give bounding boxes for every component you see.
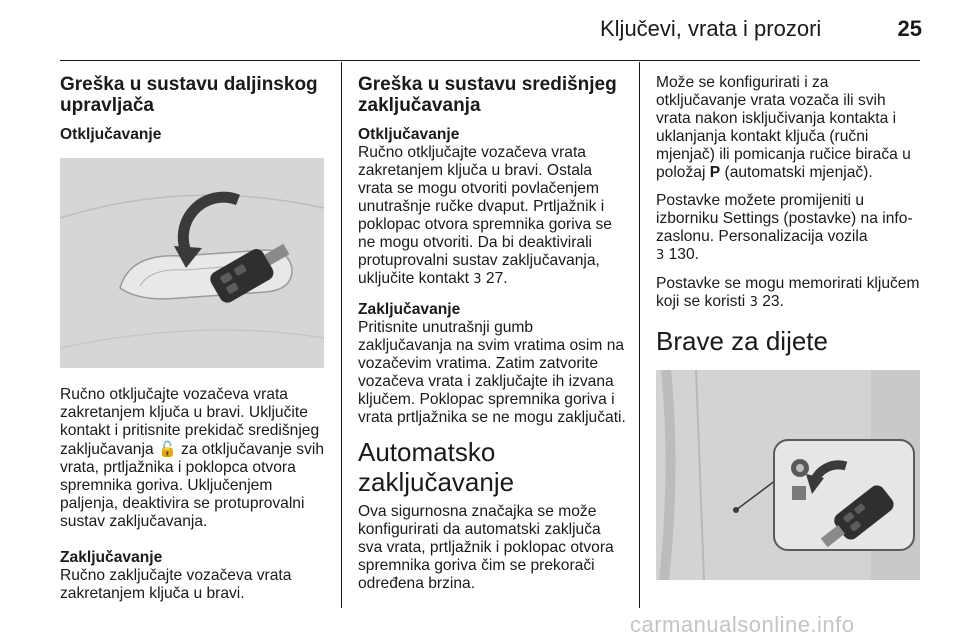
column-divider-1 — [341, 62, 342, 608]
column-1 — [60, 74, 328, 613]
lock-icon: 🔓 — [157, 440, 177, 458]
door-handle-key-illustration — [60, 158, 324, 368]
paragraph-central-lock: Pritisnite unutrašnji gumb zaključavanja na svim vratima osim na vozačevim vratima. Zatim zatvorite vozačeva vrata i zaključajte ih izvana ključem. Poklopac spremnika goriva i vrata prtljažnika se ne mogu zaključati. — [358, 319, 626, 426]
page-reference-number: 27 — [485, 270, 504, 287]
column-3 — [656, 74, 922, 580]
paragraph-settings — [656, 192, 922, 265]
subheading-locking: Zaključavanje — [60, 549, 163, 566]
column-2 — [358, 74, 626, 603]
paragraph-memorize — [656, 275, 922, 312]
paragraph-text: Postavke možete promijeniti u izborniku Settings (postavke) na info-zaslonu. Personalizacija vozila — [656, 192, 913, 245]
child-lock-figure — [656, 370, 920, 580]
page-reference-icon: 3 — [473, 272, 482, 287]
paragraph-configure — [656, 74, 922, 182]
section-heading-auto-lock: Automatsko zaključavanje — [358, 437, 515, 497]
paragraph-auto-lock: Ova sigurnosna značajka se može konfigurirati da automatski zaključa sva vrata, prtljažnik i poklopac otvora spremnika goriva čim se prekorači određena brzina. — [358, 503, 614, 592]
gear-position-p: P — [709, 164, 721, 181]
section-heading-remote-fault: Greška u sustavu daljinskog upravljača — [60, 74, 318, 116]
paragraph-manual-unlock — [60, 386, 328, 531]
subheading-locking-2: Zaključavanje — [358, 301, 461, 318]
paragraph-text-a: Ručno otključajte vozačeva vrata zakretanjem ključa u bravi. Uključite kontakt i pritisnite prekidač središnjeg zaključavanja — [60, 386, 320, 458]
section-heading-child-locks: Brave za dijete — [656, 326, 828, 356]
door-handle-key-figure — [60, 158, 324, 368]
page-reference-icon: 3 — [749, 295, 758, 310]
page-reference-number: 130. — [668, 246, 699, 263]
page-number: 25 — [897, 16, 922, 41]
section-heading-central-lock-fault: Greška u sustavu središnjeg zaključavanja — [358, 74, 617, 116]
paragraph-text-a: Može se konfigurirati i za otključavanje vrata vozača ili svih vrata nakon isključivanja kontakta i uklanjanja kontakt ključa (ručni mjenjač) ili pomicanja ručice birača u položaj — [656, 74, 911, 181]
child-lock-illustration — [656, 370, 920, 580]
paragraph-text: Postavke se mogu memorirati ključem koji se koristi — [656, 275, 920, 310]
page-reference-icon: 3 — [656, 248, 665, 263]
paragraph-central-unlock: Ručno otključajte vozačeva vrata zakretanjem ključa u bravi. Ostala vrata se mogu otvoriti povlačenjem unutrašnje ručke dvaput. Prtljažnik i poklopac otvora spremnika goriva se ne mogu otvoriti. Da bi deaktivirali protuprovalni sustav zaključavanja, uključite kontakt 3 27. — [358, 144, 612, 287]
watermark: carmanualsonline.info — [630, 612, 855, 637]
paragraph-manual-lock: Ručno zaključajte vozačeva vrata zakretanjem ključa u bravi. — [60, 567, 292, 602]
paragraph-text: Ručno otključajte vozačeva vrata zakretanjem ključa u bravi. Ostala vrata se mogu otvoriti povlačenjem unutrašnje ručke dvaput. Prtljažnik i poklopac otvora spremnika goriva se ne mogu otvoriti. Da bi deaktivirali protuprovalni sustav zaključavanja, uključite kontakt — [358, 144, 612, 287]
page-header-title: Ključevi, vrata i prozori — [600, 16, 822, 41]
paragraph-text-b: za otključavanje svih vrata, prtljažnika i poklopca otvora spremnika goriva. Uključenjem paljenja, deaktivira se protuprovalni sustav zaključavanja. — [60, 441, 325, 530]
header-divider — [60, 60, 920, 61]
paragraph-text-b: (automatski mjenjač). — [724, 164, 873, 181]
page-reference-number: 23. — [762, 293, 784, 310]
subheading-unlocking-2: Otključavanje — [358, 126, 460, 143]
subheading-unlocking: Otključavanje — [60, 126, 162, 143]
column-divider-2 — [639, 62, 640, 608]
